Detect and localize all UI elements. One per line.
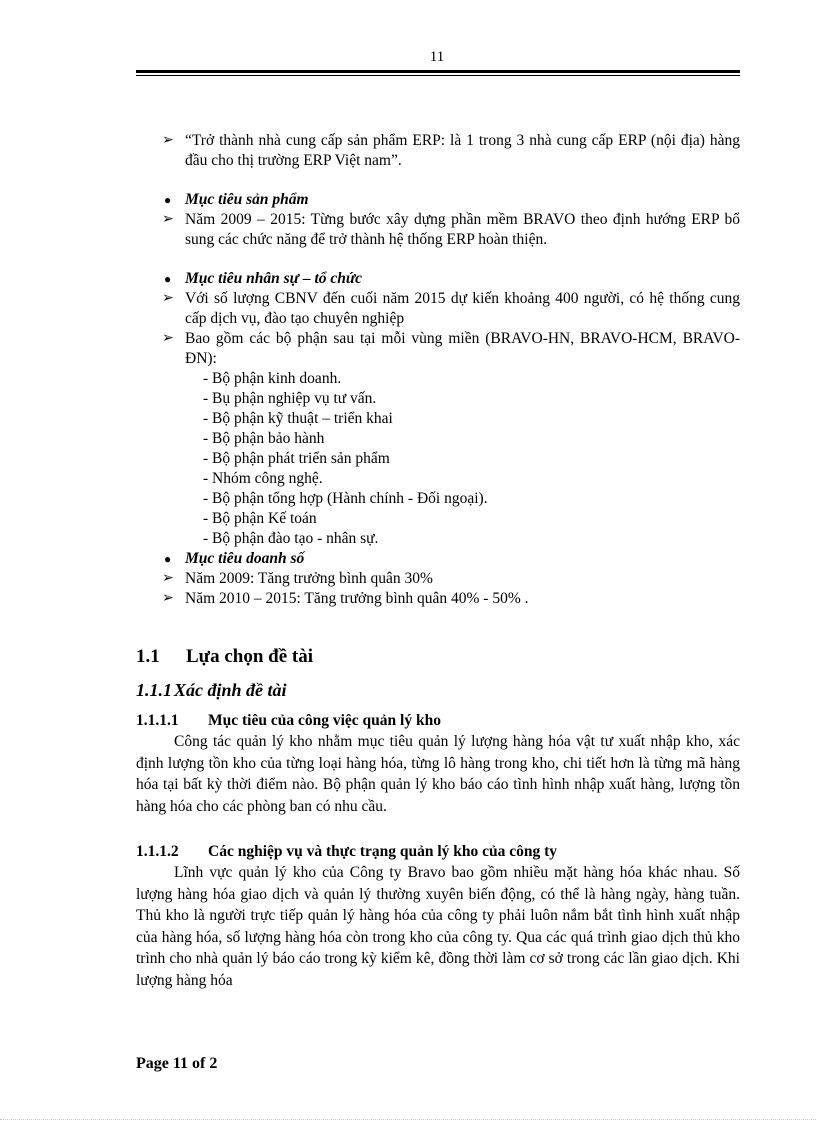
hr-goal-item: ➢ Bao gồm các bộ phận sau tại mỗi vùng miền (BRAVO-HN, BRAVO-HCM, BRAVO-ĐN):	[162, 330, 740, 367]
product-goal-text: ➢ Năm 2009 – 2015: Từng bước xây dựng phần mềm BRAVO theo định hướng ERP bổ sung các chức năng để trở thành hệ thống ERP hoàn thiện.	[162, 211, 740, 248]
department-item: - Bộ phận kinh doanh.	[203, 370, 342, 387]
page-bottom-divider	[0, 1119, 816, 1120]
page-footer: Page 11 of 2	[136, 1055, 218, 1072]
intro-bullet: ➢ “Trở thành nhà cung cấp sản phẩm ERP: là 1 trong 3 nhà cung cấp ERP (nội địa) hàng đầu cho thị trường ERP Việt nam”.	[162, 132, 740, 169]
product-goal-heading: ● Mục tiêu sản phẩm	[164, 191, 309, 208]
page-number: 11	[429, 49, 445, 65]
revenue-goal-heading: ● Mục tiêu doanh số	[164, 550, 305, 567]
arrow-bullet-icon: ➢	[162, 571, 174, 586]
department-item: - Bụ phận nghiệp vụ tư vấn.	[203, 390, 377, 407]
section-heading-1-1: 1.1 Lựa chọn đề tài	[136, 646, 313, 667]
department-item: - Nhóm công nghệ.	[203, 470, 323, 487]
section-heading-1-1-1-2: 1.1.1.2 Các nghiệp vụ và thực trạng quản lý kho của công ty	[136, 843, 558, 860]
revenue-goal-item: ➢ Năm 2009: Tăng trưởng bình quân 30%	[162, 570, 433, 587]
department-item: - Bộ phận tổng hợp (Hành chính - Đối ngoại).	[203, 490, 488, 507]
arrow-bullet-icon: ➢	[162, 133, 174, 148]
section-heading-1-1-1-1: 1.1.1.1 Mục tiêu của công việc quản lý kho	[136, 712, 441, 729]
hr-goal-heading: ● Mục tiêu nhân sự – tổ chức	[164, 270, 363, 287]
arrow-bullet-icon: ➢	[162, 212, 174, 227]
header-rule-thin	[136, 75, 740, 76]
hr-goal-item: ➢ Với số lượng CBNV đến cuối năm 2015 dự kiến khoảng 400 người, có hệ thống cung cấp dịch vụ, đào tạo chuyên nghiệp	[162, 290, 740, 327]
paragraph: Công tác quản lý kho nhằm mục tiêu quản lý lượng hàng hóa vật tư xuất nhập kho, xác định lượng tồn kho của từng loại hàng hóa, từng lô hàng trong kho, chi tiết hơn là từng mã hàng hóa tại bất kỳ thời điểm nào. Bộ phận quản lý kho báo cáo tình hình nhập xuất hàng, lượng tồn hàng hóa cho các phòng ban có nhu cầu.	[136, 733, 740, 815]
department-item: - Bộ phận phát triển sản phẩm	[203, 450, 390, 467]
document-body	[136, 131, 740, 991]
department-item: - Bộ phận bảo hành	[203, 430, 325, 447]
department-item: - Bộ phận kỹ thuật – triển khai	[203, 410, 393, 427]
paragraph: Lĩnh vực quản lý kho của Công ty Bravo bao gồm nhiều mặt hàng hóa khác nhau. Số lượng hàng hóa giao dịch và quản lý thường xuyên biến động, có thể là hàng ngày, hàng tuần. Thủ kho là người trực tiếp quản lý hàng hóa của công ty phải luôn nắm bắt tình hình xuất nhập của hàng hóa, số lượng hàng hóa còn trong kho của công ty. Qua các quá trình giao dịch thủ kho trình cho nhà quản lý báo cáo trong kỳ kiểm kê, đồng thời làm cơ sở trong các lần giao dịch. Khi lượng hàng hóa	[136, 864, 740, 989]
section-heading-1-1-1: 1.1.1 Xác định đề tài	[136, 680, 287, 700]
dot-bullet-icon: ●	[164, 272, 172, 286]
arrow-bullet-icon: ➢	[162, 331, 174, 346]
department-item: - Bộ phận đào tạo - nhân sự.	[203, 530, 379, 547]
department-item: - Bộ phận Kế toán	[203, 510, 317, 527]
dot-bullet-icon: ●	[164, 552, 172, 566]
header-rule	[136, 70, 740, 73]
revenue-goal-item: ➢ Năm 2010 – 2015: Tăng trưởng bình quân 40% - 50% .	[162, 590, 529, 607]
arrow-bullet-icon: ➢	[162, 591, 174, 606]
arrow-bullet-icon: ➢	[162, 291, 174, 306]
dot-bullet-icon: ●	[164, 193, 172, 207]
